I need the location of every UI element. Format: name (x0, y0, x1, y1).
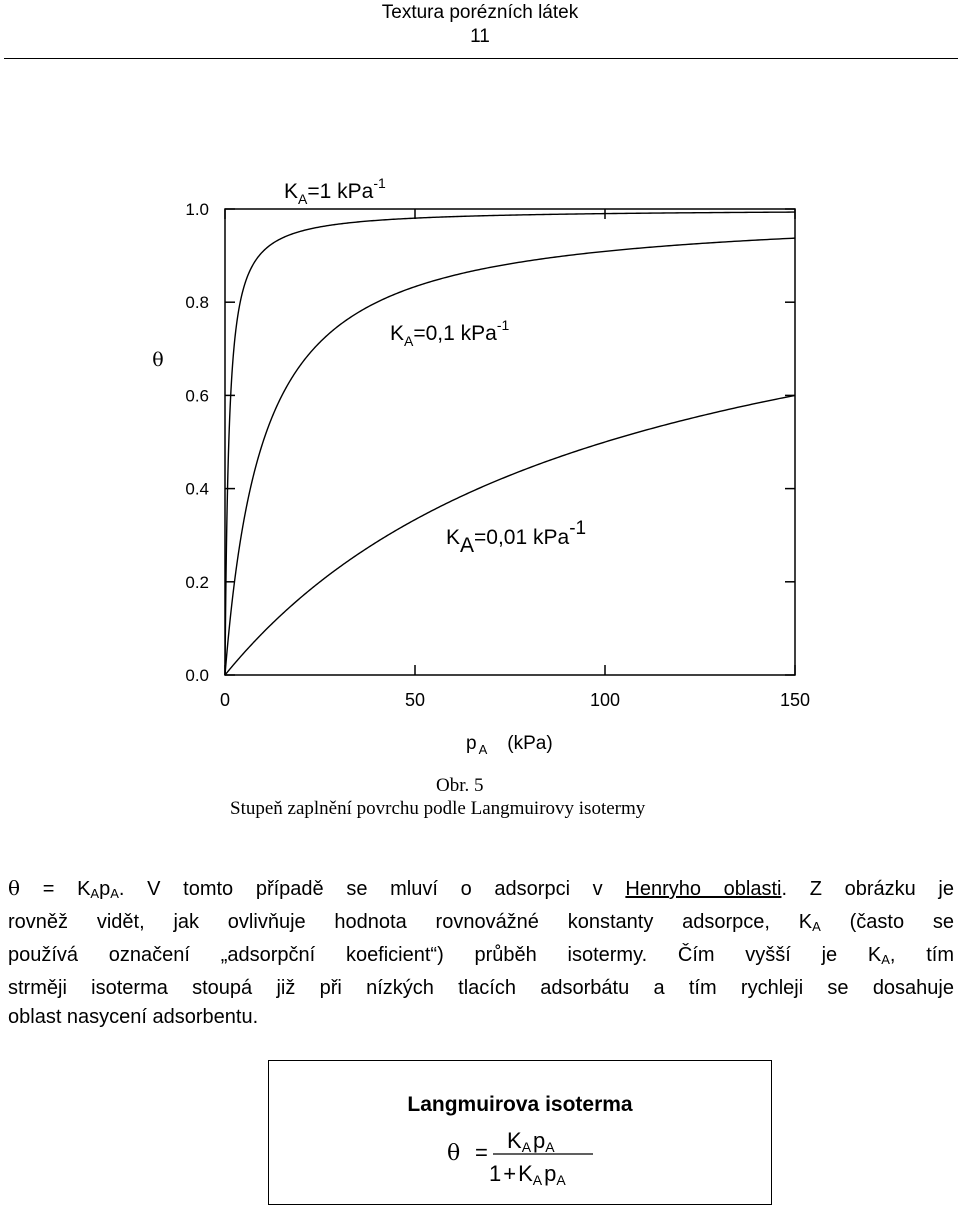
isotherm-curves (225, 212, 795, 675)
x-tick-label: 150 (779, 690, 811, 710)
x-tick-label: 0 (219, 690, 231, 710)
plot-frame (225, 209, 795, 675)
y-tick-label: 0.4 (185, 479, 209, 499)
annotation-k01: $K_A=0,1$ kPa$^{-1}$ (390, 317, 510, 349)
annotation-k001: KA=0,01 kPa-1 (446, 518, 587, 557)
formula-equals: = (475, 1140, 488, 1165)
figure-number: Obr. 5 (436, 775, 484, 796)
x-tick-label: 100 (589, 690, 621, 710)
y-tick-label: 1.0 (185, 200, 209, 219)
formula-numerator: KApA (507, 1128, 555, 1155)
henry-region-link[interactable]: Henryho oblasti (625, 878, 782, 900)
y-axis-label: θ (152, 349, 164, 371)
axis-ticks (225, 209, 795, 675)
formula-theta: θ (447, 1141, 461, 1166)
curve-k1 (225, 212, 795, 675)
figure-caption: Stupeň zaplnění povrchu podle Langmuirovy isotermy (230, 798, 646, 819)
langmuir-isotherm-box (268, 1060, 772, 1205)
y-tick-label: 0.2 (185, 572, 209, 592)
axis-tick-labels (185, 200, 810, 710)
x-axis-label: p $_A$ (kPa) (466, 733, 553, 757)
y-tick-label: 0.8 (185, 293, 209, 313)
y-tick-label: 0.0 (185, 666, 209, 685)
paragraph-line-2: rovněž vidět, jak ovlivňuje hodnota rovnovážné konstanty adsorpce, $K_A$ (často se (8, 911, 954, 934)
page-number: 11 (470, 26, 490, 47)
paragraph-line-4: strměji isoterma stoupá již při nízkých tlacích adsorbátu a tím rychleji se dosahuje (8, 977, 954, 999)
box-title: Langmuirova isoterma (407, 1093, 633, 1116)
curve-k01 (225, 238, 795, 675)
body-paragraph (8, 874, 954, 1032)
langmuir-formula (443, 1123, 623, 1213)
paragraph-line-5: oblast nasycení adsorbentu. (8, 1006, 259, 1028)
running-header-title: Textura porézních látek (381, 2, 579, 23)
formula-denominator: 1+KApA (489, 1161, 566, 1188)
paragraph-line-1: $\theta = K_Ap_A$. V tomto případě se mluví o adsorpci v Henryho oblasti. Z obrázku je (8, 876, 954, 901)
plot-border (225, 209, 795, 675)
paragraph-line-3: používá označení „adsorpční koeficient“) průběh isotermy. Čím vyšší je $K_A$, tím (8, 944, 954, 967)
annotation-k1: $K_A=1$ kPa$^{-1}$ (284, 175, 386, 207)
x-tick-label: 50 (404, 690, 426, 710)
y-tick-label: 0.6 (185, 386, 209, 406)
